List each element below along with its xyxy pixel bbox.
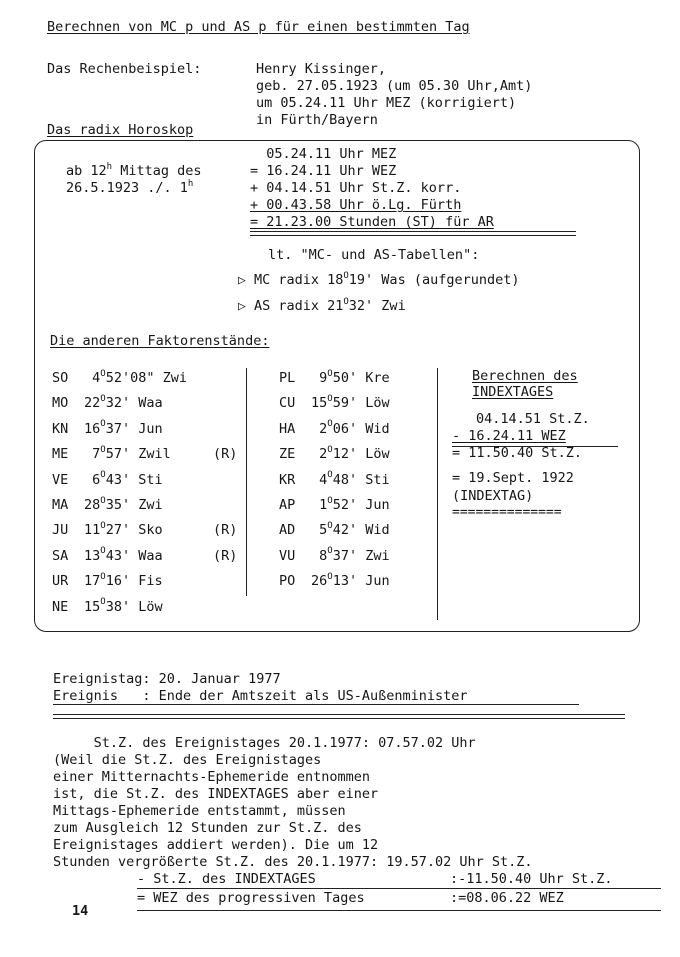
degree-mark: O — [100, 393, 106, 404]
factor-sign: Wid — [357, 522, 390, 539]
factor-sign: Löw — [357, 446, 390, 463]
example-line: in Fürth/Bayern — [256, 112, 378, 128]
factor-minutes: 59' — [332, 395, 358, 412]
factor-code: NE — [52, 598, 69, 615]
mc-radix: ▷ MC radix $18^O19'$ Was (aufgerundet) — [238, 270, 520, 288]
factor-sign: Sko — [130, 522, 163, 539]
calc-result: = 21.23.00 Stunden (ST) für AR — [250, 214, 494, 230]
degree-mark: O — [327, 520, 333, 531]
body-line: Ereignistages addiert werden). Die um 12 — [53, 837, 379, 853]
retrograde-flag: (R) — [213, 547, 238, 564]
index-rule-text: ============== — [452, 505, 562, 520]
degree-mark: O — [327, 419, 333, 430]
degree-mark: O — [100, 597, 106, 608]
factor-code: UR — [52, 573, 69, 590]
degree-mark: O — [327, 444, 333, 455]
factor-minutes: 16' — [105, 573, 131, 590]
factor-sign: Sti — [130, 471, 163, 488]
factor-row — [279, 421, 390, 437]
factor-code: CU — [279, 395, 296, 412]
index-heading: INDEXTAGES — [472, 384, 554, 400]
factor-degree: 15 — [84, 598, 101, 615]
double-underline — [250, 231, 576, 236]
degree-mark: O — [327, 470, 333, 481]
factor-code: MA — [52, 497, 69, 513]
factor-minutes: 48' — [332, 471, 358, 488]
degree-mark: O — [100, 444, 106, 455]
final-rule — [137, 888, 661, 889]
factor-row — [279, 522, 390, 538]
factor-row — [52, 370, 187, 386]
factor-degree: 13 — [84, 547, 101, 564]
factor-code: ZE — [279, 446, 296, 463]
factor-minutes: 13' — [332, 573, 358, 590]
index-date: = 19.Sept. 1922 — [452, 470, 574, 486]
factor-row — [52, 395, 163, 411]
event-underline — [53, 704, 579, 705]
body-line: zum Ausgleich 12 Stunden zur St.Z. des — [53, 820, 362, 836]
index-line: 04.14.51 St.Z. — [476, 411, 590, 427]
factor-code: MO — [52, 395, 69, 412]
calc-line: + 00.43.58 Uhr ö.Lg. Fürth — [250, 197, 462, 213]
retrograde-flag: (R) — [213, 446, 238, 463]
degree-mark: O — [100, 520, 106, 531]
factor-code: AD — [279, 522, 296, 539]
factor-sign: Löw — [130, 598, 163, 615]
factors-heading: Die anderen Faktorenstände: — [50, 333, 270, 349]
factor-degree: 8 — [319, 547, 328, 564]
factor-sign: Waa — [130, 395, 163, 412]
factor-degree: 1 — [319, 497, 328, 513]
factor-row — [52, 573, 163, 589]
index-tag: (INDEXTAG) — [452, 488, 534, 504]
factor-degree: 26 — [311, 573, 328, 590]
page-title: Berechnen von MC p und AS p für einen bestimmten Tag — [47, 19, 470, 35]
factor-code: KN — [52, 420, 69, 437]
factor-sign: Zwi — [154, 370, 187, 386]
factor-sign: Zwi — [130, 497, 163, 513]
factor-code: PL — [279, 370, 296, 386]
calc-line: = 16.24.11 Uhr WEZ — [250, 163, 397, 179]
factor-row — [52, 520, 238, 539]
tables-note: lt. "MC- und AS-Tabellen": — [268, 247, 480, 263]
degree-mark: O — [100, 470, 106, 481]
degree-mark: O — [100, 419, 106, 430]
factor-row — [279, 472, 390, 488]
factor-row — [52, 599, 163, 615]
factor-minutes: 38' — [105, 598, 131, 615]
triangle-icon: ▷ — [238, 299, 246, 314]
factor-code: VU — [279, 547, 296, 564]
degree-mark: O — [327, 393, 333, 404]
factor-degree: 2 — [319, 446, 328, 463]
factor-degree: 6 — [92, 471, 101, 488]
factor-minutes: 32' — [105, 395, 131, 412]
factor-degree: 5 — [319, 522, 328, 539]
factor-degree: 9 — [319, 370, 328, 386]
degree-mark: O — [327, 368, 333, 379]
factor-sign: Jun — [130, 420, 163, 437]
factor-degree: 15 — [311, 395, 328, 412]
factor-minutes: 42' — [332, 522, 358, 539]
factor-minutes: 12' — [332, 446, 358, 463]
index-line: = 11.50.40 St.Z. — [452, 445, 583, 461]
factor-sign: Wid — [357, 420, 390, 437]
factor-code: HA — [279, 420, 296, 437]
factor-code: VE — [52, 471, 69, 488]
factor-degree: 2 — [319, 420, 328, 437]
factor-row — [52, 472, 163, 488]
factor-minutes: 06' — [332, 420, 358, 437]
factor-row — [279, 370, 390, 386]
final-line: = WEZ des progressiven Tages — [137, 890, 365, 906]
factor-row — [52, 497, 163, 513]
factor-row — [52, 444, 238, 463]
body-line: ist, die St.Z. des INDEXTAGES aber einer — [53, 786, 379, 802]
example-label: Das Rechenbeispiel: — [47, 61, 202, 77]
factor-degree: 4 — [92, 370, 101, 386]
factor-minutes: 43' — [105, 471, 131, 488]
factor-code: PO — [279, 573, 296, 590]
factor-minutes: 52'08" — [105, 370, 155, 386]
factor-code: JU — [52, 522, 69, 539]
calc-line: 05.24.11 Uhr MEZ — [250, 146, 397, 162]
column-divider — [246, 368, 247, 596]
body-line: (Weil die St.Z. des Ereignistages — [53, 752, 322, 768]
factor-degree: 4 — [319, 471, 328, 488]
factor-sign: Kre — [357, 370, 390, 386]
factor-sign: Löw — [357, 395, 390, 412]
factor-row — [279, 573, 390, 589]
example-line: Henry Kissinger, — [256, 61, 387, 77]
factor-minutes: 35' — [105, 497, 131, 513]
degree-mark: O — [100, 368, 106, 379]
factor-code: ME — [52, 446, 69, 463]
degree-mark: O — [100, 571, 106, 582]
factor-sign: Jun — [357, 497, 390, 513]
calc-line: + 04.14.51 Uhr St.Z. korr. — [250, 180, 462, 196]
event-date: Ereignistag: 20. Januar 1977 — [53, 671, 281, 687]
factor-sign: Sti — [357, 471, 390, 488]
factor-sign: Jun — [357, 573, 390, 590]
factor-row — [52, 546, 238, 564]
triangle-icon: ▷ — [238, 273, 246, 288]
final-rule — [137, 910, 661, 911]
factor-row — [52, 421, 163, 437]
final-line: :-11.50.40 Uhr St.Z. — [450, 871, 613, 887]
degree-mark: O — [327, 495, 333, 506]
factor-code: SO — [52, 370, 69, 386]
radix-heading: Das radix Horoskop — [47, 122, 194, 138]
noon-line: 26.5.1923 ./. 1$^h$ — [66, 178, 194, 196]
body-line: St.Z. des Ereignistages 20.1.1977: 07.57.02 Uhr — [53, 735, 476, 751]
factor-degree: 11 — [84, 522, 101, 539]
example-line: geb. 27.05.1923 (um 05.30 Uhr,Amt) — [256, 78, 533, 94]
body-line: Stunden vergrößerte St.Z. des 20.1.1977: 19.57.02 Uhr St.Z. — [53, 854, 533, 870]
factor-sign: Zwil — [130, 446, 171, 463]
factor-sign: Fis — [130, 573, 163, 590]
factor-minutes: 37' — [105, 420, 131, 437]
factor-degree: 7 — [92, 446, 101, 463]
degree-mark: O — [100, 546, 106, 557]
factor-degree: 22 — [84, 395, 101, 412]
example-line: um 05.24.11 Uhr MEZ (korrigiert) — [256, 95, 517, 111]
final-line: - St.Z. des INDEXTAGES — [137, 871, 316, 887]
as-radix: ▷ AS radix $21^O32'$ Zwi — [238, 296, 406, 314]
factor-code: SA — [52, 547, 69, 564]
factor-row — [279, 395, 390, 411]
degree-mark: O — [327, 571, 333, 582]
retrograde-flag: (R) — [213, 522, 238, 539]
factor-row — [279, 497, 390, 513]
event-double-rule — [53, 714, 625, 719]
index-line: - 16.24.11 WEZ — [452, 428, 566, 444]
event-label: Ereignis : Ende der Amtszeit als US-Außenminister — [53, 688, 468, 704]
factor-minutes: 52' — [332, 497, 358, 513]
column-divider — [437, 368, 438, 620]
final-line: :=08.06.22 WEZ — [450, 890, 564, 906]
factor-row — [279, 446, 390, 462]
degree-mark: O — [100, 495, 106, 506]
factor-code: KR — [279, 471, 296, 488]
degree-mark: O — [327, 546, 333, 557]
factor-sign: Waa — [130, 547, 163, 564]
body-line: Mittags-Ephemeride entstammt, müssen — [53, 803, 346, 819]
factor-degree: 28 — [84, 497, 101, 513]
noon-line: ab 12$^h$ Mittag des — [66, 161, 202, 179]
factor-row — [279, 548, 390, 564]
factor-minutes: 27' — [105, 522, 131, 539]
factor-minutes: 37' — [332, 547, 358, 564]
factor-code: AP — [279, 497, 296, 513]
factor-minutes: 57' — [105, 446, 131, 463]
factor-degree: 16 — [84, 420, 101, 437]
body-line: einer Mitternachts-Ephemeride entnommen — [53, 769, 370, 785]
index-heading: Berechnen des — [472, 368, 578, 384]
factor-minutes: 50' — [332, 370, 358, 386]
factor-sign: Zwi — [357, 547, 390, 564]
factor-minutes: 43' — [105, 547, 131, 564]
page-number: 14 — [72, 903, 89, 919]
factor-degree: 17 — [84, 573, 101, 590]
